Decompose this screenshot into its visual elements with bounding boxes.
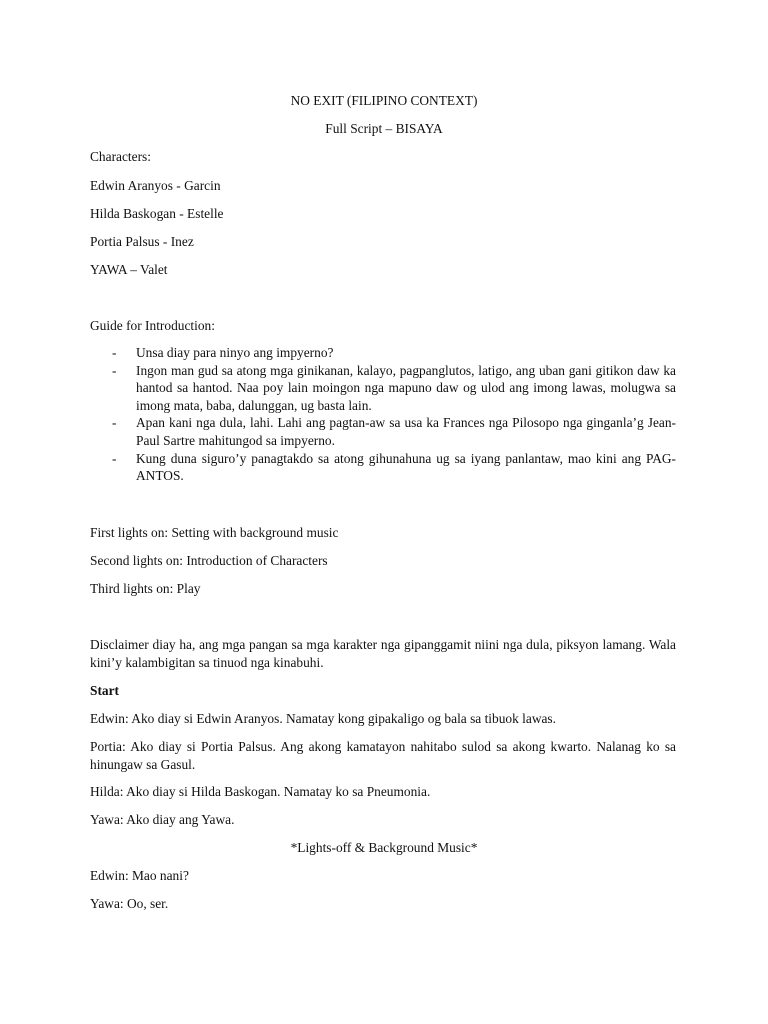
guide-item (90, 362, 676, 415)
guide-list (90, 344, 676, 485)
guide-item (90, 414, 676, 449)
dash-bullet-icon: - (112, 345, 117, 360)
character-portia: Portia Palsus - Inez (90, 234, 194, 249)
guide-item (90, 344, 676, 362)
dialogue-yawa-2: Yawa: Oo, ser. (90, 896, 169, 911)
lights-first: First lights on: Setting with background music (90, 525, 339, 540)
character-edwin: Edwin Aranyos - Garcin (90, 178, 221, 193)
guide-item-text: Unsa diay para ninyo ang impyerno? (136, 345, 334, 360)
lights-third: Third lights on: Play (90, 581, 201, 596)
guide-heading: Guide for Introduction: (90, 318, 215, 333)
dash-bullet-icon: - (112, 450, 117, 466)
stage-direction: *Lights-off & Background Music* (290, 840, 478, 855)
dialogue-edwin-1: Edwin: Ako diay si Edwin Aranyos. Namatay kong gipakaligo og bala sa tibuok lawas. (90, 711, 556, 726)
dash-bullet-icon: - (112, 415, 117, 431)
script-title: NO EXIT (FILIPINO CONTEXT) (290, 93, 478, 108)
guide-item-text: Apan kani nga dula, lahi. Lahi ang pagtan-aw sa usa ka Frances nga Pilosopo nga ginganla’g Jean-Paul Sartre mahitungod sa impyerno. (136, 415, 676, 448)
character-yawa: YAWA – Valet (90, 262, 168, 277)
lights-second: Second lights on: Introduction of Characters (90, 553, 328, 568)
characters-heading: Characters: (90, 149, 151, 164)
guide-item-text: Ingon man gud sa atong mga ginikanan, kalayo, pagpanglutos, latigo, ang uban gani gitikon daw ka hantod sa hantod. Naa poy lain moingon nga mapuno daw og ulod ang imong lawas, molugwa sa imong mata, baba, dalunggan, ug basta lain. (136, 362, 676, 413)
disclaimer-paragraph: Disclaimer diay ha, ang mga pangan sa mga karakter nga gipanggamit niini nga dula, piksyon lamang. Wala kini’y kalambigitan sa tinuod nga kinabuhi. (90, 637, 676, 670)
guide-item (90, 450, 676, 485)
character-hilda: Hilda Baskogan - Estelle (90, 206, 224, 221)
guide-item-text: Kung duna siguro’y panagtakdo sa atong gihunahuna ug sa iyang panlantaw, mao kini ang PAG-ANTOS. (136, 450, 676, 484)
dialogue-yawa-1: Yawa: Ako diay ang Yawa. (90, 812, 235, 827)
dialogue-hilda-1: Hilda: Ako diay si Hilda Baskogan. Namatay ko sa Pneumonia. (90, 784, 431, 799)
script-subtitle: Full Script – BISAYA (325, 121, 443, 136)
dialogue-edwin-2: Edwin: Mao nani? (90, 868, 189, 883)
start-heading: Start (90, 683, 120, 698)
dash-bullet-icon: - (112, 362, 117, 378)
dialogue-portia-1: Portia: Ako diay si Portia Palsus. Ang akong kamatayon nahitabo sulod sa akong kwarto. Nalanag ko sa hinungaw sa Gasul. (90, 739, 676, 772)
